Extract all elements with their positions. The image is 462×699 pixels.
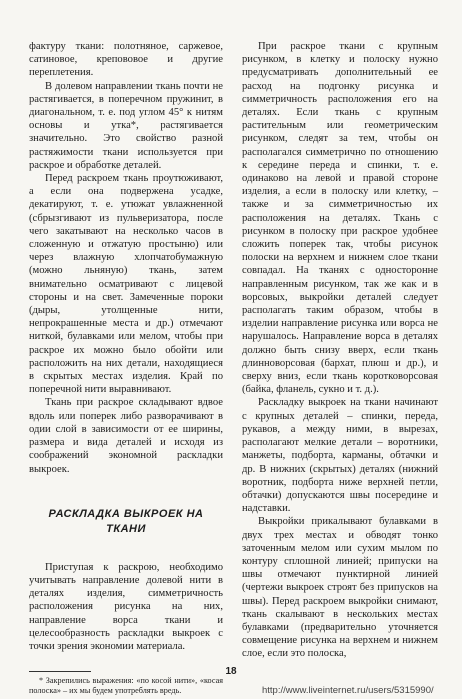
right-column [242, 40, 438, 661]
paragraph: Перед раскроем ткань проутюживают, а если она подвержена усадке, декатируют, т. е. утюжат увлажненной (сбрызгивают из пульверизатора, после чего закатывают на несколько часов в сложенную и отжатую простыню) или через влажную хлопчатобумажную (можно льняную) ткань, затем внимательно осматривают с лицевой стороны и на свет. Замеченные пороки (дыры, утолщенные нити, непрокрашенные места и др.) отмечают ниткой, булавками или мелом, чтобы при раскрое их можно было обойти или расположить на них детали, находящиеся в скрытых местах изделия. Край по поперечной нити выравнивают. [29, 173, 223, 396]
section-heading: РАСКЛАДКА ВЫКРОЕК НА ТКАНИ [48, 507, 204, 535]
page-number: 18 [225, 666, 237, 677]
paragraph: Ткань при раскрое складывают вдвое вдоль или поперек либо разворачивают в одии слой в зависимости от ее ширины, размера и вида деталей и исходя из соображений экономной раскладки выкроек. [29, 397, 223, 475]
footnote: * Закрепились выражения: «по косой нити», «косая полоска» – их мы будем употреблять вредь. [29, 676, 223, 696]
paragraph: Раскладку выкроек на ткани начинают с крупных деталей – спинки, переда, рукавов, а между ними, в вырезах, располагают мелкие детали – воротники, манжеты, подборта, карманы, обтачки и др. В нижних (скрытых) деталях (нижний воротник, подборта ниже верхней петли, обтачки) допускаются швы посередине и надставки. [242, 397, 438, 515]
left-column [29, 40, 223, 696]
paragraph: В долевом направлении ткань почти не растягивается, в поперечном пружинит, в диагональном, т. е. под углом 45° к нитям основы и утка*, растягивается значительно. Это свойство разной растяжимости ткани используется при раскрое и обработке деталей. [29, 80, 223, 171]
watermark-url: http://www.liveinternet.ru/users/5315990/ [262, 685, 434, 696]
paragraph: Выкройки прикалывают булавками в двух трех местах и обводят тонко заточенным мелом или сухим мылом по контуру сплошной линией; припуски на швы отмечают пунктирной линией (чертежи выкроек строят без припусков на швы). Перед раскроем выкройки снимают, ткань скалывают в нескольких местах булавками (предварительно уточняется совмещение рисунка на верхнем и нижнем слое, если это полоска, [242, 516, 438, 660]
paragraph: Приступая к раскрою, необходимо учитывать направление долевой нити в деталях изделия, симметричность расположения рисунка на них, направление ворса ткани и целесообразность раскладки выкроек с точки зрения экономии материала. [29, 561, 223, 652]
paragraph: фактуру ткани: полотняное, саржевое, сатиновое, крепововое и другие переплетения. [29, 41, 223, 79]
paragraph: При раскрое ткани с крупным рисунком, в клетку и полоску нужно предусматривать дополнительный ее расход на подгонку рисунка и симметричность расположения его на деталях. Если ткань с крупным растительным или геометрическим рисунком, следят за тем, чтобы он располагался симметрично по отношению к середине переда и спинки, т. е. одинаково на левой и правой стороне изделия, а если в полоску или клетку, – также и за симметричностью их расположения на деталях. Ткань с рисунком в полоску при раскрое удобнее сложить поперек так, чтобы рисунок полоски на верхнем и нижнем слое ткани совпадал. На тканях с односторонне направленным рисунком, так же как и в ворсовых, выкройки деталей следует располагать таким образом, чтобы в изделии направление рисунка или ворса не нарушалось. Направление ворса в деталях должно быть снизу вверх, если ткань длинноворсовая (бархат, плюш и др.), и сверху вниз, если ткань коротковорсовая (байка, фланель, сукно и т. д.). [242, 41, 438, 396]
